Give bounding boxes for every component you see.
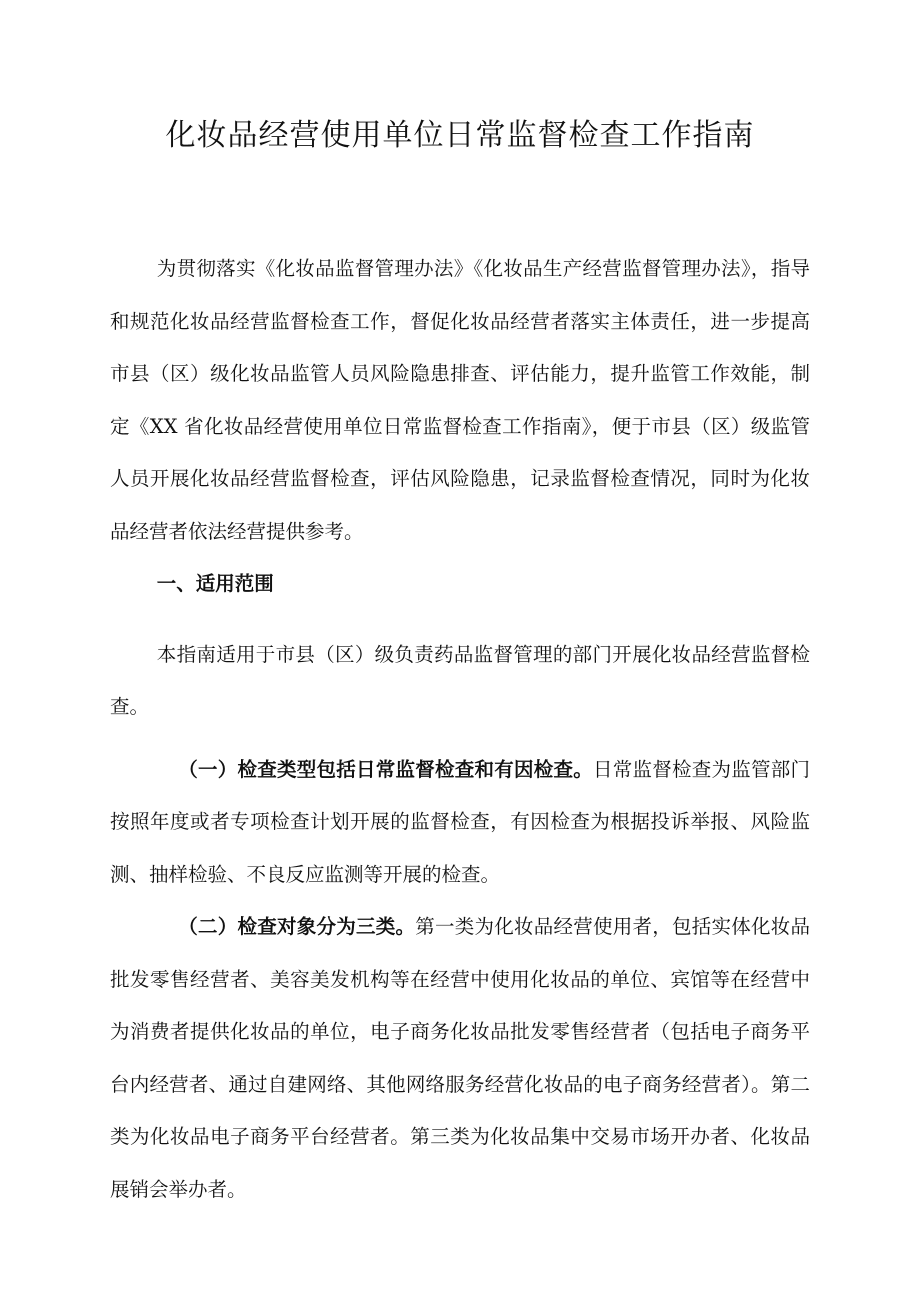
item-inspection-types-lead: （一）检查类型包括日常监督检查和有因检查。	[178, 757, 593, 781]
item-inspection-types-text: 日常监督检查为监管部门按照年度或者专项检查计划开展的监督检查，有因检查为根据投诉举报、风险监测、抽样检验、不良反应监测等开展的检查。	[110, 757, 810, 886]
item-inspection-objects-text: 第一类为化妆品经营使用者，包括实体化妆品批发零售经营者、美容美发机构等在经营中使用化妆品的单位、宾馆等在经营中为消费者提供化妆品的单位，电子商务化妆品批发零售经营者（包括电子商务平台内经营者、通过自建网络、其他网络服务经营化妆品的电子商务经营者）。第二类为化妆品电子商务平台经营者。第三类为化妆品集中交易市场开办者、化妆品展销会举办者。	[110, 915, 810, 1201]
item-inspection-types	[110, 744, 810, 902]
section-heading-scope: 一、适用范围	[156, 572, 274, 595]
intro-paragraph: 为贯彻落实《化妆品监督管理办法》《化妆品生产经营监督管理办法》，指导和规范化妆品经营监督检查工作，督促化妆品经营者落实主体责任，进一步提高市县（区）级化妆品监管人员风险隐患排查、评估能力，提升监管工作效能，制定《XX 省化妆品经营使用单位日常监督检查工作指南》，便于市县（区）级监管人员开展化妆品经营监督检查，评估风险隐患，记录监督检查情况，同时为化妆品经营者依法经营提供参考。	[110, 257, 810, 543]
item-inspection-objects-lead: （二）检查对象分为三类。	[178, 915, 416, 938]
document-body	[110, 243, 810, 1216]
scope-paragraph: 本指南适用于市县（区）级负责药品监督管理的部门开展化妆品经营监督检查。	[110, 642, 810, 718]
spacer	[110, 611, 810, 629]
item-inspection-objects	[110, 901, 810, 1216]
spacer	[110, 734, 810, 744]
document-title: 化妆品经营使用单位日常监督检查工作指南	[165, 118, 755, 153]
